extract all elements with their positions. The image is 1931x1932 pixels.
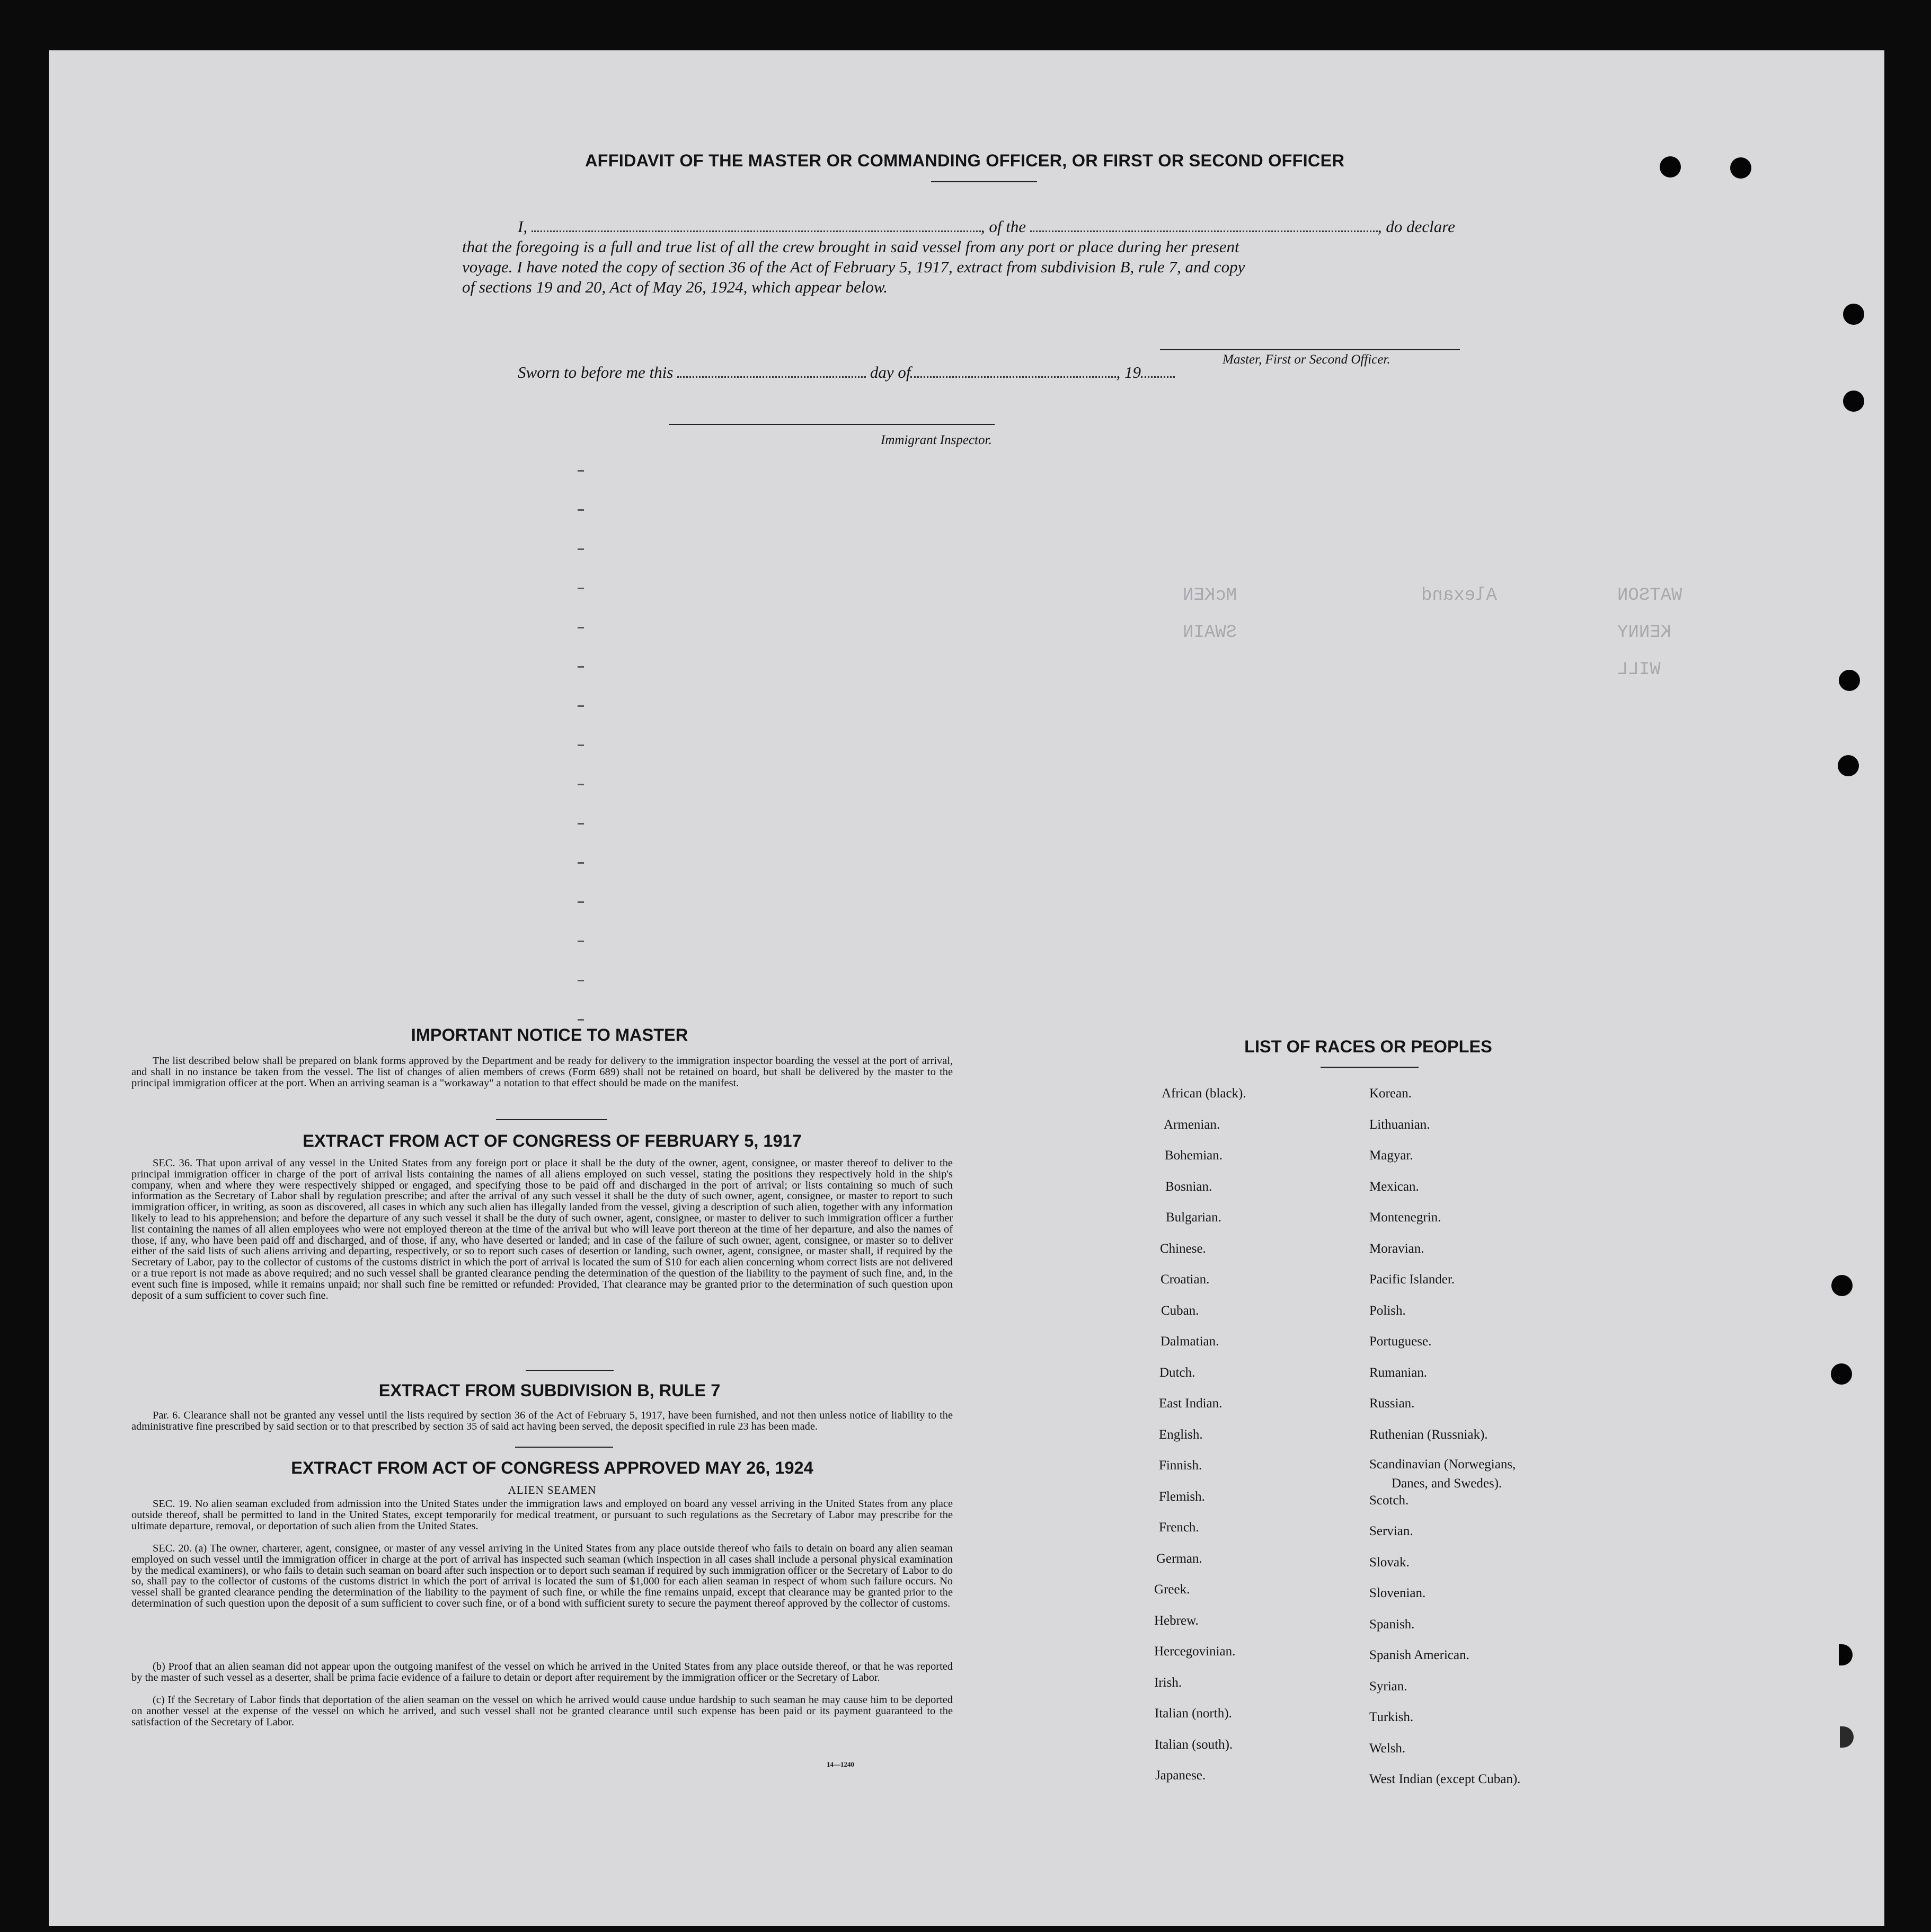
race-item: Italian (north). [1155,1706,1232,1721]
race-item: Bohemian. [1165,1148,1223,1163]
race-item: African (black). [1162,1086,1246,1101]
rule7-text: Par. 6. Clearance shall not be granted any vessel until the lists required by section 36 of the Act of February 5, 1917, have been furnished, and not then unless notice of liability to the administrative fine prescribed by said section or to that prescribed by section 35 of said act having been served, the deposit specified in rule 23 has been made. [131,1410,953,1432]
affidavit-line2: that the foregoing is a full and true list of all the crew brought in said vessel from any port or place during her present [462,237,1239,256]
race-item: Dutch. [1159,1365,1195,1380]
race-item: East Indian. [1159,1396,1223,1411]
affidavit-of-the-label: , of the [980,217,1026,236]
extract-1917-heading: EXTRACT FROM ACT OF CONGRESS OF FEBRUARY 5, 1917 [303,1131,802,1150]
affidavit-heading: AFFIDAVIT OF THE MASTER OR COMMANDING OFFICER, OR FIRST OR SECOND OFFICER [585,151,1345,170]
master-caption: Master, First or Second Officer. [1223,352,1390,367]
ghost-mark [578,666,584,668]
inspector-signature-line[interactable] [669,424,995,425]
race-item: Hebrew. [1154,1613,1199,1628]
punch-hole-partial [1840,1726,1854,1748]
race-item: Servian. [1369,1524,1413,1539]
race-item: West Indian (except Cuban). [1369,1772,1521,1787]
race-item: Lithuanian. [1369,1117,1430,1132]
sec20c-text: (c) If the Secretary of Labor finds that deportation of the alien seaman on the vessel on which he arrived would cause undue hardship to such seaman he may cause him to be deported on another vessel at the expense of the vessel on which he arrived, and such vessel shall not be granted clearance until such expense has been paid or its payment guaranteed to the satisfaction of the Secretary of Labor. [131,1694,953,1728]
race-item: Syrian. [1369,1679,1407,1694]
race-item: Magyar. [1369,1148,1413,1163]
alien-seamen-subheading: ALIEN SEAMEN [508,1484,597,1496]
manifest-back-page [49,50,1884,1926]
race-item: Slovenian. [1369,1586,1426,1601]
race-item: Rumanian. [1369,1365,1428,1380]
punch-hole [1839,670,1860,691]
bleed-through-ghost: WATSON [1617,586,1682,606]
race-item: Irish. [1154,1675,1182,1690]
race-item: Ruthenian (Russniak). [1369,1427,1488,1442]
punch-hole [1660,156,1681,178]
race-item: Montenegrin. [1369,1210,1441,1225]
ghost-mark [578,627,584,628]
notice-text: The list described below shall be prepared on blank forms approved by the Department and be ready for delivery to the immigration inspector boarding the vessel at the port of arrival, and shall in no instance be taken from the vessel. The list of changes of alien members of crews (Form 689) shall not be retained on board, but shall be delivered by the master to the principal immigration officer at the port. When an arriving seaman is a "workaway" a notation to that effect should be made on the manifest. [131,1055,953,1089]
race-item: Italian (south). [1155,1737,1233,1752]
ghost-mark [578,901,584,903]
race-item: Mexican. [1369,1179,1419,1194]
ghost-mark [578,784,584,785]
race-item: Moravian. [1369,1241,1424,1256]
ghost-mark [578,509,584,511]
day-of-label: day of [870,363,911,382]
race-item: Spanish American. [1369,1648,1469,1663]
bleed-through-ghost: McKEN [1183,586,1237,606]
race-item: Spanish. [1369,1617,1415,1632]
ghost-mark [578,1019,584,1021]
race-item: Polish. [1369,1303,1406,1318]
race-item: Russian. [1369,1396,1415,1411]
extract-1917-text: SEC. 36. That upon arrival of any vessel in the United States from any foreign port or place it shall be the duty of the owner, agent, consignee, or master thereof to deliver to the principal immigration officer in charge of the port of arrival lists containing the names of all aliens employed on such vessel, stating the positions they respectively hold in the ship's company, when and where they were respectively shipped or engaged, and specifying those to be paid off and discharged in the port of arrival; or lists containing so much of such information as the Secretary of Labor shall by regulation prescribe; and after the arrival of any such vessel it shall be the duty of such owner, agent, consignee, or master to report to such immigration officer, in writing, as soon as discovered, all cases in which any such alien has illegally landed from the vessel, giving a description of such alien, together with any information likely to lead to his apprehension; and before the departure of any such vessel it shall be the duty of such owner, agent, consignee, or master to deliver to such immigration officer a further list containing the names of all alien employees who were not employed thereon at the time of the arrival but who will leave port thereon at the time of her departure, and also the names of those, if any, who have been paid off and discharged, and of those, if any, who have deserted or landed; and in case of the failure of such owner, agent, consignee, or master so to deliver either of the said lists of such aliens arriving and departing, respectively, or so to report such cases of desertion or landing, such owner, agent, consignee, or master shall, if required by the Secretary of Labor, pay to the collector of customs of the customs district in which the port of arrival is located the sum of $10 for each alien concerning whom correct lists are not delivered or a true report is not made as above required; and no such vessel shall be granted clearance pending the determination of the question of the liability to the payment of such fine, and, in the event such fine is imposed, while it remains unpaid; nor shall such fine be remitted or refunded: Provided, That clearance may be granted prior to the determination of such question upon deposit of a sum sufficient to cover such fine. [131,1157,953,1301]
punch-hole [1838,755,1859,776]
sec20a-text: SEC. 20. (a) The owner, charterer, agent, consignee, or master of any vessel arriving in the United States from any place outside thereof who fails to detain on board any alien seaman employed on such vessel until the immigration officer in charge at the port of arrival has inspected such seaman (which inspection in all cases shall include a personal physical examination by the medical examiners), or who fails to detain such seaman on board after such inspection or to deport such seaman if required by such immigration officer or the Secretary of Labor to do so, shall pay to the collector of customs of the customs district in which the port of arrival is located the sum of $1,000 for each alien seaman in respect of whom such failure occurs. No vessel shall be granted clearance pending the determination of the liability to the payment of such fine, or while the fine remains unpaid, except that clearance may be granted prior to the determination of such question upon the deposit of a sum sufficient to cover such fine, or of a bond with sufficient surety to secure the payment thereof approved by the collector of customs. [131,1543,953,1609]
race-item: Hercegovinian. [1154,1644,1236,1659]
master-signature-line[interactable] [1160,349,1460,350]
ghost-mark [578,548,584,550]
section-rule [526,1370,614,1371]
race-item: Croatian. [1161,1272,1210,1287]
race-item: Slovak. [1369,1555,1410,1570]
race-item: Bulgarian. [1166,1210,1221,1225]
race-item: Welsh. [1369,1741,1406,1756]
race-item: Armenian. [1164,1117,1220,1132]
race-item: Bosnian. [1165,1179,1212,1194]
bleed-through-ghost: Alexand [1421,586,1497,606]
race-item: Chinese. [1160,1241,1206,1256]
punch-hole [1730,157,1751,179]
vessel-name-field[interactable] [1030,231,1378,232]
sworn-year-field[interactable] [1141,376,1175,378]
race-item: Scandinavian (Norwegians, [1369,1457,1516,1472]
ghost-mark [578,470,584,472]
inspector-caption: Immigrant Inspector. [881,433,992,447]
bleed-through-ghost: WILL [1617,660,1661,680]
extract-1924-heading: EXTRACT FROM ACT OF CONGRESS APPROVED MAY 26, 1924 [291,1458,813,1477]
race-item: German. [1156,1551,1202,1566]
race-item: Turkish. [1369,1710,1414,1725]
ghost-mark [578,862,584,864]
affidavit-line4: of sections 19 and 20, Act of May 26, 1924, which appear below. [462,278,888,296]
race-item: Scotch. [1369,1493,1409,1508]
race-item: Danes, and Swedes). [1392,1476,1502,1491]
race-item: Finnish. [1159,1458,1202,1473]
sworn-line [518,363,1313,382]
races-heading: LIST OF RACES OR PEOPLES [1244,1037,1492,1056]
section-rule [515,1447,613,1448]
punch-hole [1843,304,1864,325]
affidavit-line1 [518,217,1556,236]
affidavit-do-declare-label: , do declare [1377,217,1455,236]
punch-hole [1831,1363,1852,1385]
race-item: French. [1159,1520,1199,1535]
race-item: Portuguese. [1369,1334,1432,1349]
year-label: , 19 [1116,363,1141,382]
punch-hole [1831,1275,1853,1296]
sworn-day-field[interactable] [677,376,866,378]
race-item: Korean. [1369,1086,1412,1101]
race-item: Flemish. [1159,1489,1205,1504]
form-number: 14—1240 [827,1760,854,1768]
sworn-month-field[interactable] [910,376,1116,378]
affidavit-line3: voyage. I have noted the copy of section 36 of the Act of February 5, 1917, extract from subdivision B, rule 7, and copy [462,258,1245,276]
ghost-mark [578,588,584,589]
race-item: English. [1159,1427,1203,1442]
affidavit-heading-rule [931,181,1037,182]
affidavit-i-label: I, [518,217,528,236]
sec19-text: SEC. 19. No alien seaman excluded from admission into the United States under the immigration laws and employed on board any vessel arriving in the United States from any place outside thereof, shall be permitted to land in the United States, except temporarily for medical treatment, or pursuant to such regulations as the Secretary of Labor may prescribe for the ultimate departure, removal, or deportation of such alien from the United States. [131,1498,953,1532]
bleed-through-ghost: KENNY [1617,623,1672,643]
punch-hole-partial [1839,1644,1853,1665]
declarant-name-field[interactable] [532,231,981,232]
races-heading-rule [1321,1067,1419,1068]
section-rule [496,1119,607,1120]
race-item: Pacific Islander. [1369,1272,1455,1287]
ghost-mark [578,745,584,746]
race-item: Dalmatian. [1161,1334,1219,1349]
rule7-heading: EXTRACT FROM SUBDIVISION B, RULE 7 [378,1381,721,1400]
race-item: Greek. [1154,1582,1190,1597]
ghost-mark [578,941,584,942]
bleed-through-ghost: SWAIN [1183,623,1237,643]
sworn-label: Sworn to before me this [518,363,674,382]
race-item: Japanese. [1155,1768,1206,1783]
punch-hole [1843,391,1864,412]
sec20b-text: (b) Proof that an alien seaman did not appear upon the outgoing manifest of the vessel on which he arrived in the United States from any place outside thereof, or that he was reported by the master of such vessel as a deserter, shall be prima facie evidence of a failure to detain or deport after requirement by the immigration officer or the Secretary of Labor. [131,1661,953,1683]
ghost-mark [578,823,584,825]
notice-heading: IMPORTANT NOTICE TO MASTER [411,1025,688,1044]
ghost-mark [578,980,584,981]
race-item: Cuban. [1161,1303,1199,1318]
ghost-mark [578,705,584,707]
